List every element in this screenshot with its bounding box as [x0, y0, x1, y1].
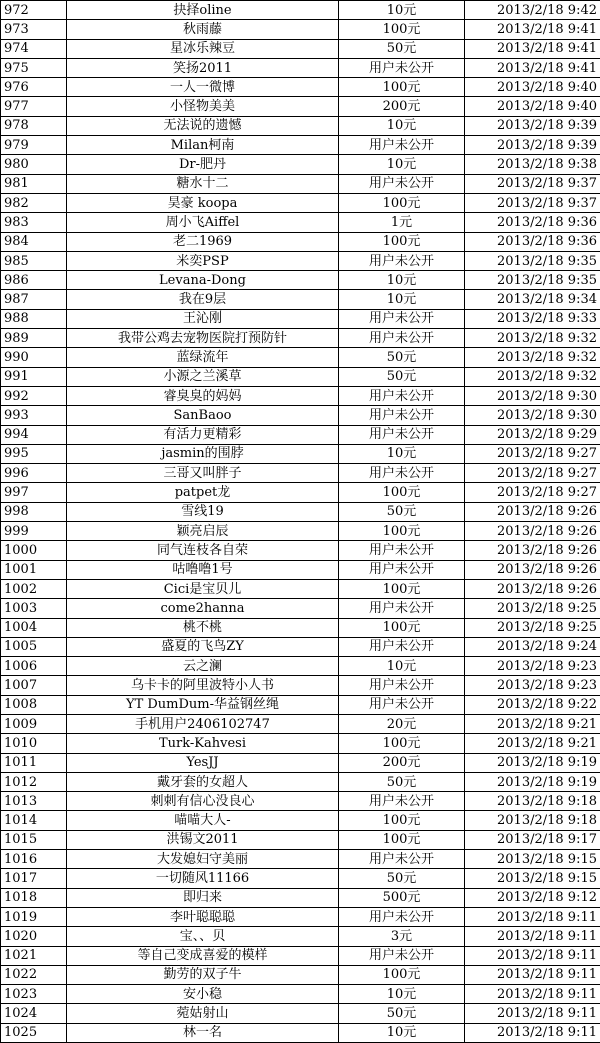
- table-row: [1, 309, 600, 328]
- donation-time: 2013/2/18 9:11: [465, 1004, 600, 1023]
- table-row: [1, 734, 600, 753]
- row-number: 984: [1, 232, 67, 251]
- row-number: 979: [1, 136, 67, 155]
- donor-name: 云之澜: [67, 657, 339, 676]
- donor-name: 等自己变成喜爱的模样: [67, 946, 339, 965]
- donation-time: 2013/2/18 9:15: [465, 869, 600, 888]
- donation-time: 2013/2/18 9:11: [465, 1023, 600, 1042]
- donation-time: 2013/2/18 9:11: [465, 907, 600, 926]
- table-row: [1, 811, 600, 830]
- donation-amount: 50元: [339, 1004, 465, 1023]
- row-number: 1018: [1, 888, 67, 907]
- donation-amount: 用户未公开: [339, 58, 465, 77]
- donation-amount: 200元: [339, 753, 465, 772]
- row-number: 1004: [1, 618, 67, 637]
- donation-amount: 10元: [339, 155, 465, 174]
- donation-amount: 100元: [339, 830, 465, 849]
- donation-amount: 用户未公开: [339, 676, 465, 695]
- donor-name: 无法说的遗憾: [67, 116, 339, 135]
- row-number: 1006: [1, 657, 67, 676]
- row-number: 995: [1, 444, 67, 463]
- table-row: [1, 850, 600, 869]
- table-row: [1, 714, 600, 733]
- row-number: 987: [1, 290, 67, 309]
- donor-name: 喵喵大人-: [67, 811, 339, 830]
- donation-time: 2013/2/18 9:36: [465, 213, 600, 232]
- donation-time: 2013/2/18 9:33: [465, 309, 600, 328]
- donor-name: 大发媳妇守美丽: [67, 850, 339, 869]
- donation-time: 2013/2/18 9:35: [465, 271, 600, 290]
- row-number: 1025: [1, 1023, 67, 1042]
- donor-name: 戴牙套的女超人: [67, 772, 339, 791]
- table-row: [1, 560, 600, 579]
- donation-time: 2013/2/18 9:42: [465, 1, 600, 20]
- donation-time: 2013/2/18 9:37: [465, 193, 600, 212]
- donor-name: 盛夏的飞鸟ZY: [67, 637, 339, 656]
- donation-amount: 用户未公开: [339, 464, 465, 483]
- row-number: 989: [1, 329, 67, 348]
- table-row: [1, 676, 600, 695]
- row-number: 1010: [1, 734, 67, 753]
- donor-name: 乌卡卡的阿里波特小人书: [67, 676, 339, 695]
- row-number: 1014: [1, 811, 67, 830]
- row-number: 993: [1, 406, 67, 425]
- donation-time: 2013/2/18 9:26: [465, 502, 600, 521]
- row-number: 972: [1, 1, 67, 20]
- table-row: [1, 541, 600, 560]
- donor-name: YT DumDum-华益钢丝绳: [67, 695, 339, 714]
- row-number: 981: [1, 174, 67, 193]
- row-number: 982: [1, 193, 67, 212]
- donation-time: 2013/2/18 9:19: [465, 753, 600, 772]
- row-number: 1007: [1, 676, 67, 695]
- row-number: 1005: [1, 637, 67, 656]
- table-row: [1, 251, 600, 270]
- row-number: 978: [1, 116, 67, 135]
- donor-name: 李叶聪聪聪: [67, 907, 339, 926]
- donation-time: 2013/2/18 9:35: [465, 251, 600, 270]
- table-row: [1, 290, 600, 309]
- donor-name: 雪线19: [67, 502, 339, 521]
- donor-name: 一人一微博: [67, 78, 339, 97]
- donation-time: 2013/2/18 9:41: [465, 20, 600, 39]
- donation-time: 2013/2/18 9:36: [465, 232, 600, 251]
- row-number: 1021: [1, 946, 67, 965]
- row-number: 976: [1, 78, 67, 97]
- donor-name: 咕噜噜1号: [67, 560, 339, 579]
- donor-name: 米奕PSP: [67, 251, 339, 270]
- donor-name: 三哥又叫胖子: [67, 464, 339, 483]
- table-row: [1, 888, 600, 907]
- donation-amount: 10元: [339, 985, 465, 1004]
- donor-name: 洪锡文2011: [67, 830, 339, 849]
- donation-time: 2013/2/18 9:27: [465, 483, 600, 502]
- row-number: 992: [1, 386, 67, 405]
- donation-time: 2013/2/18 9:34: [465, 290, 600, 309]
- row-number: 1003: [1, 599, 67, 618]
- donor-name: 星冰乐辣豆: [67, 39, 339, 58]
- donation-amount: 用户未公开: [339, 309, 465, 328]
- donation-time: 2013/2/18 9:26: [465, 522, 600, 541]
- table-row: [1, 1, 600, 20]
- row-number: 1009: [1, 714, 67, 733]
- donation-time: 2013/2/18 9:25: [465, 618, 600, 637]
- donation-amount: 用户未公开: [339, 850, 465, 869]
- table-row: [1, 927, 600, 946]
- donation-amount: 50元: [339, 39, 465, 58]
- donation-time: 2013/2/18 9:18: [465, 792, 600, 811]
- donation-time: 2013/2/18 9:27: [465, 444, 600, 463]
- table-row: [1, 1023, 600, 1042]
- donor-name: 秋雨藤: [67, 20, 339, 39]
- table-row: [1, 116, 600, 135]
- donation-table-body: [1, 1, 600, 1043]
- table-row: [1, 522, 600, 541]
- donation-amount: 1元: [339, 213, 465, 232]
- donor-name: 抉择oline: [67, 1, 339, 20]
- donation-time: 2013/2/18 9:40: [465, 97, 600, 116]
- table-row: [1, 618, 600, 637]
- donation-amount: 用户未公开: [339, 136, 465, 155]
- table-row: [1, 753, 600, 772]
- table-row: [1, 232, 600, 251]
- row-number: 994: [1, 425, 67, 444]
- donor-name: 手机用户2406102747: [67, 714, 339, 733]
- row-number: 977: [1, 97, 67, 116]
- table-row: [1, 579, 600, 598]
- donation-amount: 用户未公开: [339, 329, 465, 348]
- donation-amount: 用户未公开: [339, 174, 465, 193]
- donation-amount: 用户未公开: [339, 425, 465, 444]
- row-number: 1008: [1, 695, 67, 714]
- donor-name: Turk-Kahvesi: [67, 734, 339, 753]
- donation-time: 2013/2/18 9:26: [465, 541, 600, 560]
- donation-time: 2013/2/18 9:27: [465, 464, 600, 483]
- donation-time: 2013/2/18 9:39: [465, 116, 600, 135]
- donation-amount: 500元: [339, 888, 465, 907]
- donor-name: 小源之兰溪草: [67, 367, 339, 386]
- row-number: 1011: [1, 753, 67, 772]
- donation-amount: 用户未公开: [339, 406, 465, 425]
- donation-amount: 100元: [339, 522, 465, 541]
- donation-amount: 用户未公开: [339, 637, 465, 656]
- donor-name: 昊豪 koopa: [67, 193, 339, 212]
- row-number: 980: [1, 155, 67, 174]
- row-number: 999: [1, 522, 67, 541]
- table-row: [1, 502, 600, 521]
- donor-name: come2hanna: [67, 599, 339, 618]
- donation-time: 2013/2/18 9:11: [465, 927, 600, 946]
- row-number: 973: [1, 20, 67, 39]
- donation-time: 2013/2/18 9:41: [465, 39, 600, 58]
- donation-amount: 100元: [339, 78, 465, 97]
- donor-name: 菀姑射山: [67, 1004, 339, 1023]
- donation-time: 2013/2/18 9:23: [465, 676, 600, 695]
- donation-amount: 100元: [339, 811, 465, 830]
- table-row: [1, 155, 600, 174]
- row-number: 1023: [1, 985, 67, 1004]
- row-number: 991: [1, 367, 67, 386]
- donation-time: 2013/2/18 9:11: [465, 946, 600, 965]
- donation-time: 2013/2/18 9:30: [465, 386, 600, 405]
- donor-name: 笑扬2011: [67, 58, 339, 77]
- donor-name: 蓝绿流年: [67, 348, 339, 367]
- table-row: [1, 386, 600, 405]
- table-row: [1, 1004, 600, 1023]
- donation-time: 2013/2/18 9:17: [465, 830, 600, 849]
- table-row: [1, 907, 600, 926]
- donation-time: 2013/2/18 9:21: [465, 714, 600, 733]
- table-row: [1, 136, 600, 155]
- table-row: [1, 271, 600, 290]
- donor-name: 有活力更精彩: [67, 425, 339, 444]
- donation-amount: 100元: [339, 232, 465, 251]
- table-row: [1, 946, 600, 965]
- donor-name: Cici是宝贝儿: [67, 579, 339, 598]
- donor-name: 老二1969: [67, 232, 339, 251]
- donor-name: 糖水十二: [67, 174, 339, 193]
- row-number: 1019: [1, 907, 67, 926]
- donation-amount: 100元: [339, 483, 465, 502]
- donation-time: 2013/2/18 9:11: [465, 965, 600, 984]
- table-row: [1, 637, 600, 656]
- row-number: 1020: [1, 927, 67, 946]
- row-number: 1001: [1, 560, 67, 579]
- donation-amount: 10元: [339, 657, 465, 676]
- donation-time: 2013/2/18 9:19: [465, 772, 600, 791]
- donor-name: 我在9层: [67, 290, 339, 309]
- row-number: 1024: [1, 1004, 67, 1023]
- donation-amount: 10元: [339, 444, 465, 463]
- donor-name: 宝、、贝: [67, 927, 339, 946]
- donation-amount: 用户未公开: [339, 946, 465, 965]
- table-row: [1, 444, 600, 463]
- table-row: [1, 965, 600, 984]
- donor-name: 勤劳的双子牛: [67, 965, 339, 984]
- donation-time: 2013/2/18 9:23: [465, 657, 600, 676]
- donation-amount: 50元: [339, 869, 465, 888]
- row-number: 1022: [1, 965, 67, 984]
- row-number: 990: [1, 348, 67, 367]
- donation-time: 2013/2/18 9:38: [465, 155, 600, 174]
- donation-amount: 100元: [339, 20, 465, 39]
- donor-name: patpet龙: [67, 483, 339, 502]
- donation-time: 2013/2/18 9:12: [465, 888, 600, 907]
- donation-amount: 3元: [339, 927, 465, 946]
- donation-time: 2013/2/18 9:40: [465, 78, 600, 97]
- row-number: 1017: [1, 869, 67, 888]
- table-row: [1, 329, 600, 348]
- row-number: 1015: [1, 830, 67, 849]
- donor-name: 颖亮启辰: [67, 522, 339, 541]
- donation-amount: 100元: [339, 734, 465, 753]
- table-row: [1, 425, 600, 444]
- donor-name: 刺刺有信心没良心: [67, 792, 339, 811]
- row-number: 983: [1, 213, 67, 232]
- donation-amount: 10元: [339, 1, 465, 20]
- table-row: [1, 772, 600, 791]
- donation-amount: 用户未公开: [339, 251, 465, 270]
- donation-amount: 200元: [339, 97, 465, 116]
- donation-time: 2013/2/18 9:15: [465, 850, 600, 869]
- donor-name: 安小稳: [67, 985, 339, 1004]
- donor-name: 小怪物美美: [67, 97, 339, 116]
- donation-amount: 50元: [339, 502, 465, 521]
- donation-time: 2013/2/18 9:32: [465, 348, 600, 367]
- donor-name: 桃不桃: [67, 618, 339, 637]
- table-row: [1, 193, 600, 212]
- donation-amount: 100元: [339, 965, 465, 984]
- row-number: 1016: [1, 850, 67, 869]
- table-row: [1, 657, 600, 676]
- donation-amount: 100元: [339, 579, 465, 598]
- donation-amount: 用户未公开: [339, 792, 465, 811]
- row-number: 997: [1, 483, 67, 502]
- donor-name: 我带公鸡去宠物医院打预防针: [67, 329, 339, 348]
- donation-time: 2013/2/18 9:41: [465, 58, 600, 77]
- row-number: 975: [1, 58, 67, 77]
- donation-time: 2013/2/18 9:32: [465, 329, 600, 348]
- row-number: 996: [1, 464, 67, 483]
- donation-amount: 100元: [339, 618, 465, 637]
- donation-amount: 10元: [339, 271, 465, 290]
- table-row: [1, 830, 600, 849]
- donation-time: 2013/2/18 9:26: [465, 579, 600, 598]
- table-row: [1, 39, 600, 58]
- donation-time: 2013/2/18 9:21: [465, 734, 600, 753]
- table-row: [1, 985, 600, 1004]
- donation-time: 2013/2/18 9:32: [465, 367, 600, 386]
- donation-amount: 50元: [339, 348, 465, 367]
- donation-amount: 用户未公开: [339, 907, 465, 926]
- table-row: [1, 464, 600, 483]
- donor-name: 同气连枝各自荣: [67, 541, 339, 560]
- table-row: [1, 97, 600, 116]
- donation-time: 2013/2/18 9:25: [465, 599, 600, 618]
- table-row: [1, 367, 600, 386]
- donor-name: 王沁刚: [67, 309, 339, 328]
- donation-amount: 用户未公开: [339, 599, 465, 618]
- table-row: [1, 58, 600, 77]
- donor-name: YesJJ: [67, 753, 339, 772]
- table-row: [1, 869, 600, 888]
- donor-name: SanBaoo: [67, 406, 339, 425]
- donor-name: 林一名: [67, 1023, 339, 1042]
- donation-amount: 用户未公开: [339, 541, 465, 560]
- donation-time: 2013/2/18 9:11: [465, 985, 600, 1004]
- row-number: 1013: [1, 792, 67, 811]
- donation-amount: 20元: [339, 714, 465, 733]
- donor-name: 周小飞Aiffel: [67, 213, 339, 232]
- donation-time: 2013/2/18 9:24: [465, 637, 600, 656]
- table-row: [1, 174, 600, 193]
- donor-name: Milan柯南: [67, 136, 339, 155]
- table-row: [1, 348, 600, 367]
- table-row: [1, 695, 600, 714]
- donation-time: 2013/2/18 9:29: [465, 425, 600, 444]
- row-number: 988: [1, 309, 67, 328]
- donation-time: 2013/2/18 9:22: [465, 695, 600, 714]
- row-number: 1000: [1, 541, 67, 560]
- row-number: 998: [1, 502, 67, 521]
- donation-time: 2013/2/18 9:18: [465, 811, 600, 830]
- donation-amount: 100元: [339, 193, 465, 212]
- donor-name: 睿臭臭的妈妈: [67, 386, 339, 405]
- donation-time: 2013/2/18 9:30: [465, 406, 600, 425]
- donation-amount: 50元: [339, 367, 465, 386]
- row-number: 1012: [1, 772, 67, 791]
- donation-amount: 用户未公开: [339, 560, 465, 579]
- row-number: 986: [1, 271, 67, 290]
- donor-name: Levana-Dong: [67, 271, 339, 290]
- row-number: 985: [1, 251, 67, 270]
- donor-name: Dr-肥丹: [67, 155, 339, 174]
- donation-amount: 10元: [339, 1023, 465, 1042]
- donation-amount: 用户未公开: [339, 386, 465, 405]
- donor-name: jasmin的围脖: [67, 444, 339, 463]
- donor-name: 即归来: [67, 888, 339, 907]
- row-number: 1002: [1, 579, 67, 598]
- donor-name: 一切随风11166: [67, 869, 339, 888]
- donation-time: 2013/2/18 9:37: [465, 174, 600, 193]
- donation-amount: 用户未公开: [339, 695, 465, 714]
- row-number: 974: [1, 39, 67, 58]
- donation-amount: 10元: [339, 116, 465, 135]
- donation-amount: 50元: [339, 772, 465, 791]
- table-row: [1, 213, 600, 232]
- table-row: [1, 599, 600, 618]
- table-row: [1, 20, 600, 39]
- table-row: [1, 78, 600, 97]
- table-row: [1, 406, 600, 425]
- donation-time: 2013/2/18 9:39: [465, 136, 600, 155]
- donation-time: 2013/2/18 9:26: [465, 560, 600, 579]
- table-row: [1, 792, 600, 811]
- donation-amount: 10元: [339, 290, 465, 309]
- table-row: [1, 483, 600, 502]
